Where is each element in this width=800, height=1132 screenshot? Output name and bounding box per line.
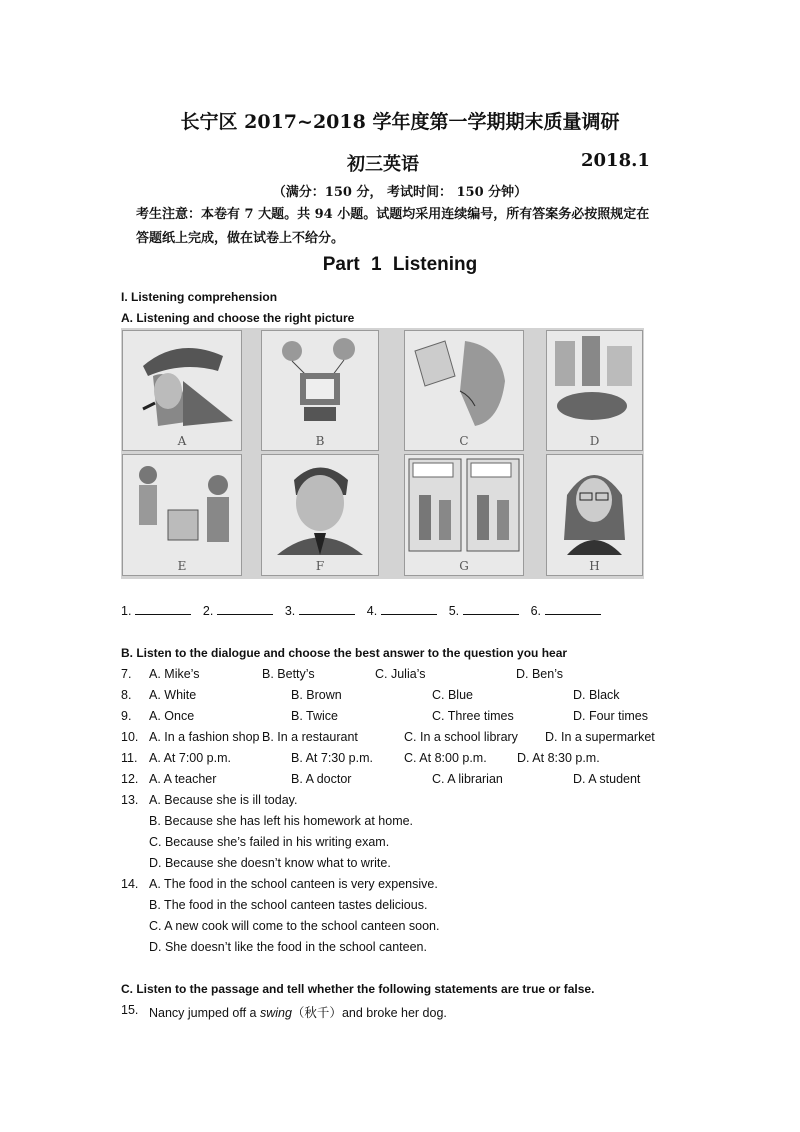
question-number: 12. <box>121 772 139 786</box>
detective-illustration <box>123 331 241 431</box>
option-d: D. A student <box>573 772 641 786</box>
option-a: A. The food in the school canteen is very expensive. <box>149 877 438 891</box>
part-title: Part 1 Listening <box>322 254 478 275</box>
option-c: C. Three times <box>432 709 514 723</box>
option-a: A. Because she is ill today. <box>149 793 298 807</box>
picture-label-e: E <box>177 559 187 573</box>
option-c: C. A new cook will come to the school canteen soon. <box>149 919 440 933</box>
picture-grid <box>121 328 644 579</box>
statement-15 <box>149 1003 447 1021</box>
picture-e <box>122 454 242 576</box>
option-c: C. In a school library <box>404 730 518 744</box>
shop-illustration <box>123 455 241 555</box>
answer-blank-3[interactable] <box>299 603 355 615</box>
option-a: A. In a fashion shop <box>149 730 260 744</box>
picture-d <box>546 330 643 451</box>
option-a: A. A teacher <box>149 772 217 786</box>
robot-balloons-illustration <box>262 331 378 431</box>
option-b: B. Brown <box>291 688 342 702</box>
blank-label-1: 1. <box>121 604 132 618</box>
notice-line-1: 考生注意：本卷有 7 大题。共 94 小题。试题均采用连续编号，所有答案务必按照规定在 <box>136 207 650 222</box>
option-a: A. Mike’s <box>149 667 200 681</box>
option-d: D. Black <box>573 688 620 702</box>
jars-illustration <box>547 331 642 431</box>
option-d: D. Four times <box>573 709 649 723</box>
section-b-heading: B. Listen to the dialogue and choose the best answer to the question you hear <box>121 646 568 660</box>
option-c: C. Julia’s <box>375 667 426 681</box>
question-number: 13. <box>121 793 139 807</box>
question-number: 9. <box>121 709 132 723</box>
picture-c <box>404 330 524 451</box>
question-number: 11. <box>121 751 138 765</box>
option-d: D. At 8:30 p.m. <box>517 751 600 765</box>
option-c: C. At 8:00 p.m. <box>404 751 487 765</box>
option-b: B. Betty’s <box>262 667 315 681</box>
option-b: B. A doctor <box>291 772 352 786</box>
option-d: D. In a supermarket <box>545 730 655 744</box>
picture-label-g: G <box>459 559 469 573</box>
statement-text-before: Nancy jumped off a <box>149 1006 260 1020</box>
option-b: B. The food in the school canteen tastes delicious. <box>149 898 428 912</box>
option-a: A. At 7:00 p.m. <box>149 751 231 765</box>
subject-title: 初三英语 <box>347 154 419 175</box>
exam-title: 长宁区 2017~2018 学年度第一学期期末质量调研 <box>180 111 620 133</box>
picture-h <box>546 454 643 576</box>
option-b: B. At 7:30 p.m. <box>291 751 373 765</box>
drinking-illustration <box>405 331 523 431</box>
comic-illustration <box>405 455 523 555</box>
portrait-illustration <box>262 455 378 555</box>
question-number: 8. <box>121 688 132 702</box>
option-d: D. Ben’s <box>516 667 564 681</box>
exam-notice <box>136 203 696 251</box>
question-number: 14. <box>121 877 139 891</box>
question-number: 15. <box>121 1003 139 1017</box>
picture-f <box>261 454 379 576</box>
picture-label-f: F <box>315 559 325 573</box>
notice-line-2: 答题纸上完成，做在试卷上不给分。 <box>136 231 345 246</box>
picture-label-a: A <box>177 434 187 448</box>
score-time-line: （满分：150 分， 考试时间： 150 分钟） <box>272 185 528 200</box>
statement-text-after: and broke her dog. <box>341 1006 447 1020</box>
option-c: C. Blue <box>432 688 473 702</box>
option-b: B. Because she has left his homework at home. <box>149 814 414 828</box>
blank-label-5: 5. <box>448 604 460 618</box>
option-a: A. White <box>149 688 197 702</box>
exam-date: 2018.1 <box>581 150 650 171</box>
blank-label-6: 6. <box>530 604 542 618</box>
answer-blanks <box>121 603 609 618</box>
picture-label-h: H <box>589 559 600 573</box>
picture-label-d: D <box>589 434 600 448</box>
section-a-heading: A. Listening and choose the right picture <box>121 311 355 325</box>
section-c-heading: C. Listen to the passage and tell whether the following statements are true or false. <box>121 982 595 996</box>
picture-label-b: B <box>315 434 325 448</box>
option-c: C. A librarian <box>432 772 503 786</box>
blank-label-2: 2. <box>202 604 214 618</box>
answer-blank-4[interactable] <box>381 603 437 615</box>
question-number: 10. <box>121 730 139 744</box>
picture-a <box>122 330 242 451</box>
answer-blank-6[interactable] <box>545 603 601 615</box>
picture-g <box>404 454 524 576</box>
picture-b <box>261 330 379 451</box>
blank-label-4: 4. <box>366 604 378 618</box>
woman-glasses-illustration <box>547 455 642 555</box>
answer-blank-5[interactable] <box>463 603 519 615</box>
question-number: 7. <box>121 667 132 681</box>
option-d: D. Because she doesn’t know what to write. <box>149 856 391 870</box>
statement-italic-word: swing <box>259 1006 292 1020</box>
answer-blank-1[interactable] <box>135 603 191 615</box>
answer-blank-2[interactable] <box>217 603 273 615</box>
section-i-heading: I. Listening comprehension <box>121 290 278 304</box>
blank-label-3: 3. <box>284 604 296 618</box>
option-c: C. Because she’s failed in his writing exam. <box>149 835 390 849</box>
statement-gloss: （秋千） <box>291 1005 342 1020</box>
option-b: B. In a restaurant <box>262 730 358 744</box>
option-b: B. Twice <box>291 709 339 723</box>
option-d: D. She doesn’t like the food in the school canteen. <box>149 940 427 954</box>
picture-label-c: C <box>459 434 469 448</box>
option-a: A. Once <box>149 709 195 723</box>
